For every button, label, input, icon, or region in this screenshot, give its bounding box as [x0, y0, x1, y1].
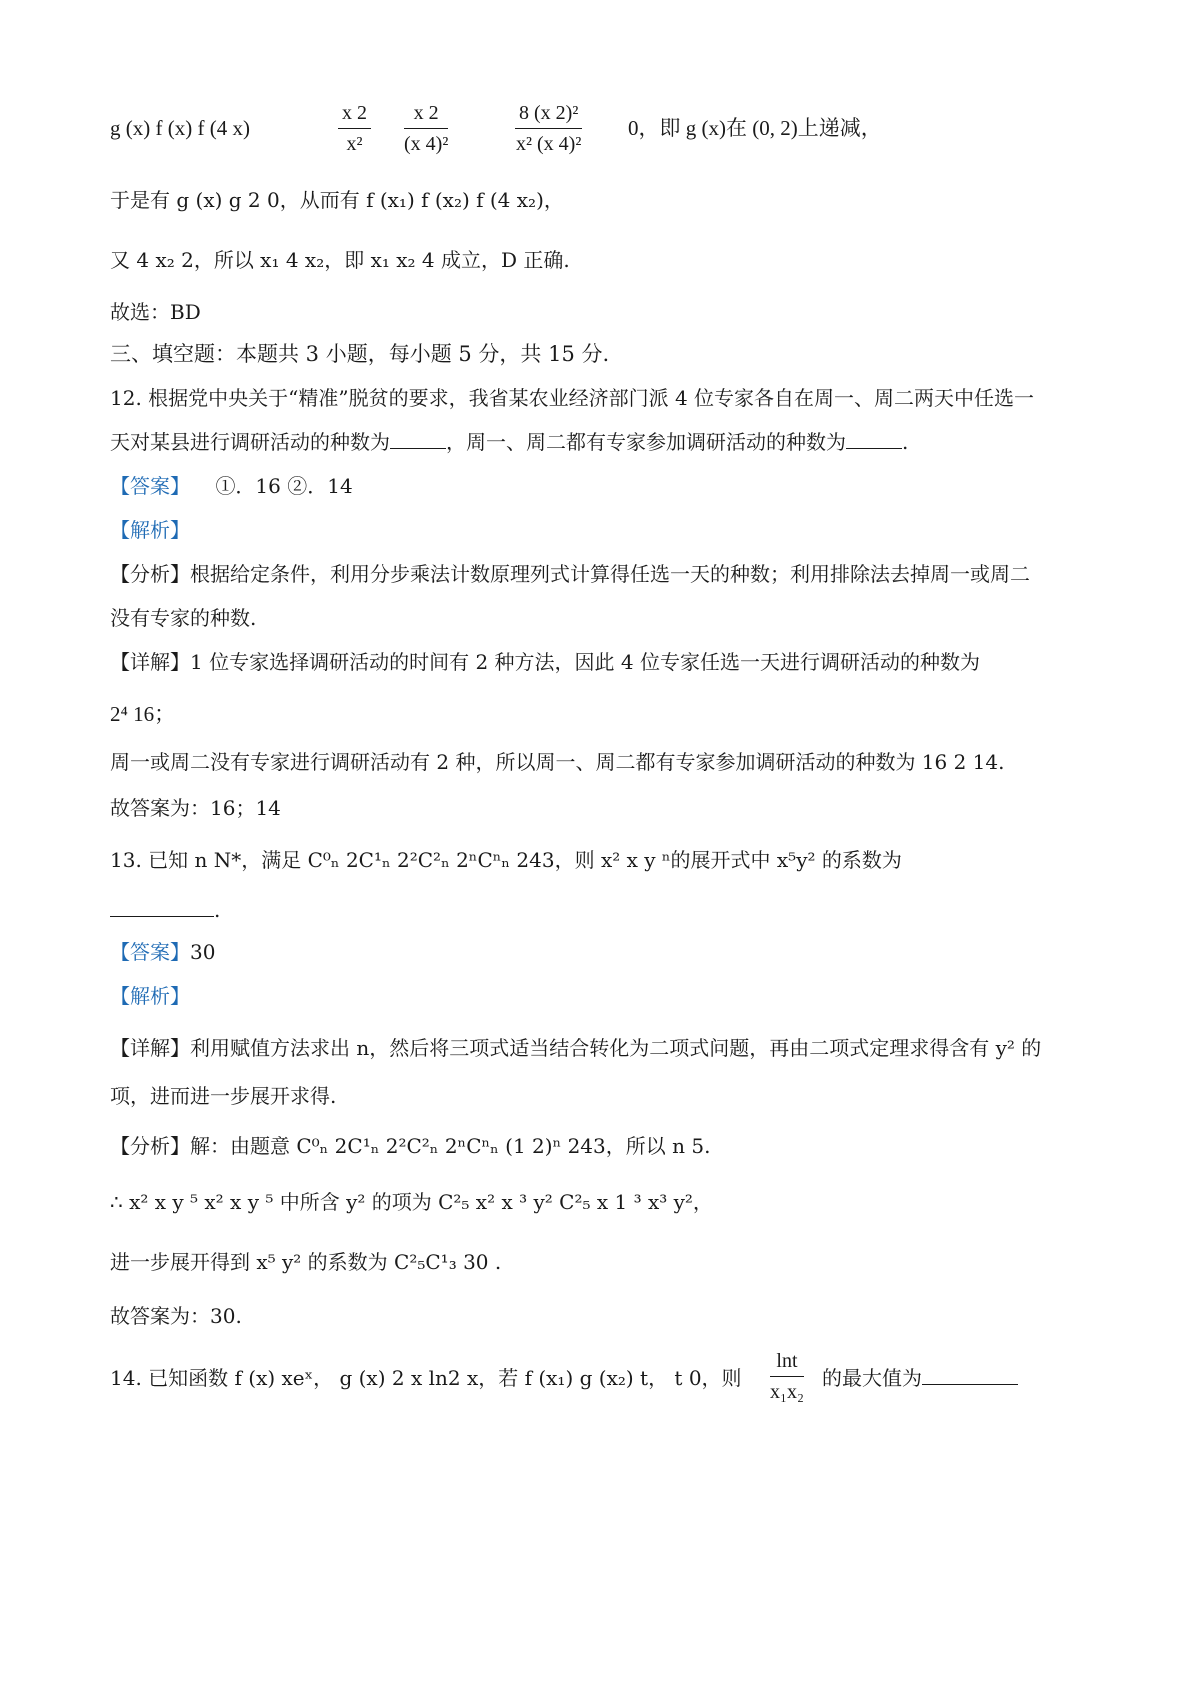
fraction-lnt-den: x₁x₂ [770, 1381, 804, 1403]
eq1-tail: 0，即 g (x)在 (0, 2)上递减， [628, 116, 882, 140]
q14-tail-text: 的最大值为 [822, 1366, 922, 1390]
fraction-lnt-num: lnt [770, 1348, 804, 1377]
q12-line-2-part-a: 天对某县进行调研活动的种数为 [110, 430, 390, 454]
q13-answer: 30 [190, 940, 216, 964]
eq1-lhs: g (x) f (x) f (4 x) [110, 116, 250, 140]
q12-line-1: 12. 根据党中央关于“精准”脱贫的要求，我省某农业经济部门派 4 位专家各自在周一、周二两天中任选一 [110, 386, 1035, 410]
q13-fenxi-text-1: 解：由题意 C⁰ₙ 2C¹ₙ 2²C²ₙ 2ⁿCⁿₙ (1 2)ⁿ 243，所以 n 5. [190, 1134, 711, 1158]
choice-line: 故选：BD [110, 300, 201, 324]
q12-answer: ①．16 ②．14 [215, 474, 353, 498]
q12-line-2-part-b: ，周一、周二都有专家参加调研活动的种数为 [446, 430, 846, 454]
answer-tag: 【答案】 [110, 940, 190, 964]
q12-line-2-part-c: . [902, 430, 909, 454]
fraction-3-den: x² (x 4)² [516, 133, 582, 155]
answer-blank-2 [846, 428, 902, 449]
q12-line-2 [110, 428, 908, 456]
q13-xiangjie-line-2: 项，进而进一步展开求得. [110, 1084, 337, 1108]
fraction-2-den: (x 4)² [404, 133, 449, 155]
answer-blank-3 [110, 896, 214, 917]
answer-blank-1 [390, 428, 446, 449]
q13-final: 故答案为：30. [110, 1304, 242, 1328]
q13-answer-line [110, 938, 215, 966]
q12-xiangjie-line-3: 周一或周二没有专家进行调研活动有 2 种，所以周一、周二都有专家参加调研活动的种数为 16 2 14. [110, 750, 1005, 774]
fraction-1-num: x 2 [338, 100, 371, 129]
xiangjie-tag: 【详解】 [110, 1036, 190, 1060]
fraction-2 [404, 100, 448, 157]
q13-xiangjie-text-1: 利用赋值方法求出 n，然后将三项式适当结合转化为二项式问题，再由二项式定理求得含有 y² 的 [190, 1036, 1042, 1060]
q13-xiangjie-line-1 [110, 1034, 1041, 1062]
analysis-tag: 【解析】 [110, 518, 190, 542]
fraction-3-num: 8 (x 2)² [515, 100, 582, 129]
q13-fenxi-line-2: ∴ x² x y ⁵ x² x y ⁵ 中所含 y² 的项为 C²₅ x² x ³ y² C²₅ x 1 ³ x³ y²， [110, 1190, 713, 1214]
q12-answer-line [110, 472, 353, 500]
eq-line-3: 又 4 x₂ 2，所以 x₁ 4 x₂，即 x₁ x₂ 4 成立，D 正确. [110, 248, 570, 272]
answer-blank-4 [922, 1364, 1018, 1385]
q14-tail [822, 1364, 1018, 1392]
eq-line-2: 于是有 g (x) g 2 0，从而有 f (x₁) f (x₂) f (4 x₂)， [110, 188, 564, 212]
q13-line-2-dot: . [214, 898, 221, 922]
fraction-1 [338, 100, 371, 157]
q12-xiangjie-line-1 [110, 648, 980, 676]
fraction-2-num: x 2 [404, 100, 448, 129]
q14-line: 14. 已知函数 f (x) xeˣ， g (x) 2 x ln2 x，若 f (x₁) g (x₂) t， t 0，则 [110, 1366, 742, 1390]
fraction-1-den: x² [346, 133, 363, 155]
q13-line-1: 13. 已知 n N*，满足 C⁰ₙ 2C¹ₙ 2²C²ₙ 2ⁿCⁿₙ 243，则 x² x y ⁿ的展开式中 x⁵y² 的系数为 [110, 848, 902, 872]
q12-xiangjie-line-2: 2⁴ 16； [110, 702, 176, 726]
answer-tag: 【答案】 [110, 474, 190, 498]
q13-fenxi-line-3: 进一步展开得到 x⁵ y² 的系数为 C²₅C¹₃ 30 . [110, 1250, 502, 1274]
fenxi-tag: 【分析】 [110, 1134, 190, 1158]
section-title: 三、填空题：本题共 3 小题，每小题 5 分，共 15 分. [110, 342, 610, 366]
fraction-lnt [770, 1348, 804, 1405]
q12-fenxi-text-1: 根据给定条件，利用分步乘法计数原理列式计算得任选一天的种数；利用排除法去掉周一或周二 [190, 562, 1030, 586]
q12-fenxi-line-2: 没有专家的种数. [110, 606, 257, 630]
xiangjie-tag: 【详解】 [110, 650, 190, 674]
q13-line-2 [110, 896, 220, 924]
q12-final: 故答案为：16；14 [110, 796, 281, 820]
q12-fenxi-line-1 [110, 560, 1030, 588]
analysis-tag: 【解析】 [110, 984, 190, 1008]
q13-fenxi-line-1 [110, 1132, 710, 1160]
q12-xiangjie-text-1: 1 位专家选择调研活动的时间有 2 种方法，因此 4 位专家任选一天进行调研活动的种数为 [190, 650, 980, 674]
fraction-3 [515, 100, 582, 157]
fenxi-tag: 【分析】 [110, 562, 190, 586]
